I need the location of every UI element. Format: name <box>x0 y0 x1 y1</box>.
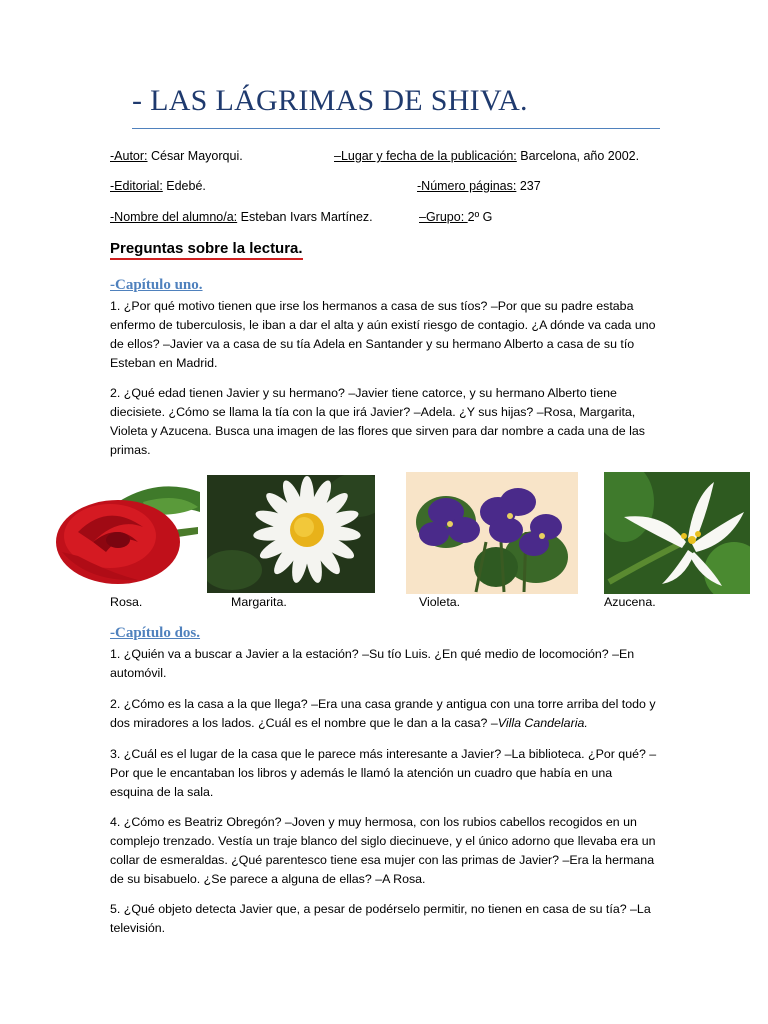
meta-editorial <box>110 179 206 193</box>
section-heading-text: Preguntas sobre la lectura. <box>110 240 303 257</box>
autor-label: -Autor: <box>110 149 148 163</box>
lugar-value: Barcelona, año 2002. <box>516 149 640 163</box>
chapter2-q4-text: 4. ¿Cómo es Beatriz Obregón? –Joven y muy hermosa, con los rubios cabellos recogidos en un complejo trenzado. Vestía un traje blanco del siglo diecinueve, y el único adorno que llevaba era un collar de esmeraldas. ¿Qué parentesco tiene esa mujer con las primas de Javier? –Era la hermana de su bisabuelo. ¿Se parece a alguna de ellas? –A Rosa. <box>110 815 656 886</box>
chapter2-q2-paragraph <box>110 695 658 733</box>
section-heading-underline <box>110 258 303 260</box>
chapter2-question2 <box>110 695 658 733</box>
lily-icon <box>604 472 750 594</box>
lugar-label: –Lugar y fecha de la publicación: <box>334 149 517 163</box>
meta-paginas <box>417 179 541 193</box>
caption-violeta: Violeta. <box>419 595 461 609</box>
paginas-label: -Número páginas: <box>417 179 517 193</box>
chapter2-question3 <box>110 745 658 802</box>
alumno-value: Esteban Ivars Martínez. <box>237 210 373 224</box>
chapter1-q1-text: 1. ¿Por qué motivo tienen que irse los hermanos a casa de sus tíos? –Por que su padre estaba enfermo de tuberculosis, le iban a dar el alta y aún existí riesgo de contagio. ¿A dónde va cada uno de ellos? –Javier va a casa de su tía Adela en Santander y su hermano Alberto a casa de su tío Esteban en Madrid. <box>110 299 656 370</box>
chapter2-q5-text: 5. ¿Qué objeto detecta Javier que, a pesar de podérselo permitir, no tienen en casa de su tía? –La televisión. <box>110 902 651 935</box>
chapter1-q2-text: 2. ¿Qué edad tienen Javier y su hermano? –Javier tiene catorce, y su hermano Alberto tiene diecisiete. ¿Cómo se llama la tía con la que irá Javier? –Adela. ¿Y sus hijas? –Rosa, Margarita, Violeta y Azucena. Busca una imagen de las flores que sirven para dar nombre a cada una de las primas. <box>110 386 645 457</box>
chapter1-heading: -Capítulo uno. <box>110 277 203 293</box>
chapter2-q1-text: 1. ¿Quién va a buscar a Javier a la estación? –Su tío Luis. ¿En qué medio de locomoción? –En automóvil. <box>110 647 635 680</box>
chapter2-q3-text: 3. ¿Cuál es el lugar de la casa que le parece más interesante a Javier? –La biblioteca. ¿Por qué? –Por que le encantaban los libros y además le llamó la atención un cuadro que había en una esquina de la sala. <box>110 747 657 799</box>
editorial-label: -Editorial: <box>110 179 163 193</box>
alumno-label: -Nombre del alumno/a: <box>110 210 238 224</box>
autor-value: César Mayorqui. <box>147 149 243 163</box>
chapter2-question1 <box>110 645 658 683</box>
caption-azucena: Azucena. <box>604 595 656 609</box>
chapter1-question2 <box>110 384 658 460</box>
chapter2-q2-italic: Villa Candelaria. <box>497 716 588 730</box>
meta-lugar <box>334 149 639 163</box>
meta-grupo <box>419 210 492 224</box>
daisy-image <box>207 475 375 593</box>
title-underline <box>132 128 660 129</box>
chapter2-q2-text: 2. ¿Cómo es la casa a la que llega? –Era una casa grande y antigua con una torre arriba del todo y dos miradores a los lados. ¿Cuál es el nombre que le dan a la casa? – <box>110 697 656 730</box>
violet-image <box>406 472 578 594</box>
chapter2-question4 <box>110 813 658 889</box>
rose-icon <box>48 472 200 592</box>
violet-icon <box>406 472 578 594</box>
section-heading <box>110 240 303 257</box>
daisy-icon <box>207 475 375 593</box>
chapter2-heading: -Capítulo dos. <box>110 625 201 641</box>
grupo-value: 2º G <box>467 210 493 224</box>
lily-image <box>604 472 750 594</box>
chapter2-question5 <box>110 900 658 938</box>
rose-image <box>48 472 200 592</box>
meta-autor <box>110 149 243 163</box>
meta-alumno <box>110 210 373 224</box>
document-title: - LAS LÁGRIMAS DE SHIVA. <box>132 84 528 117</box>
editorial-value: Edebé. <box>162 179 206 193</box>
caption-rosa: Rosa. <box>110 595 143 609</box>
paginas-value: 237 <box>516 179 541 193</box>
chapter1-question1 <box>110 297 658 373</box>
grupo-label: –Grupo: <box>419 210 468 224</box>
caption-margarita: Margarita. <box>231 595 287 609</box>
